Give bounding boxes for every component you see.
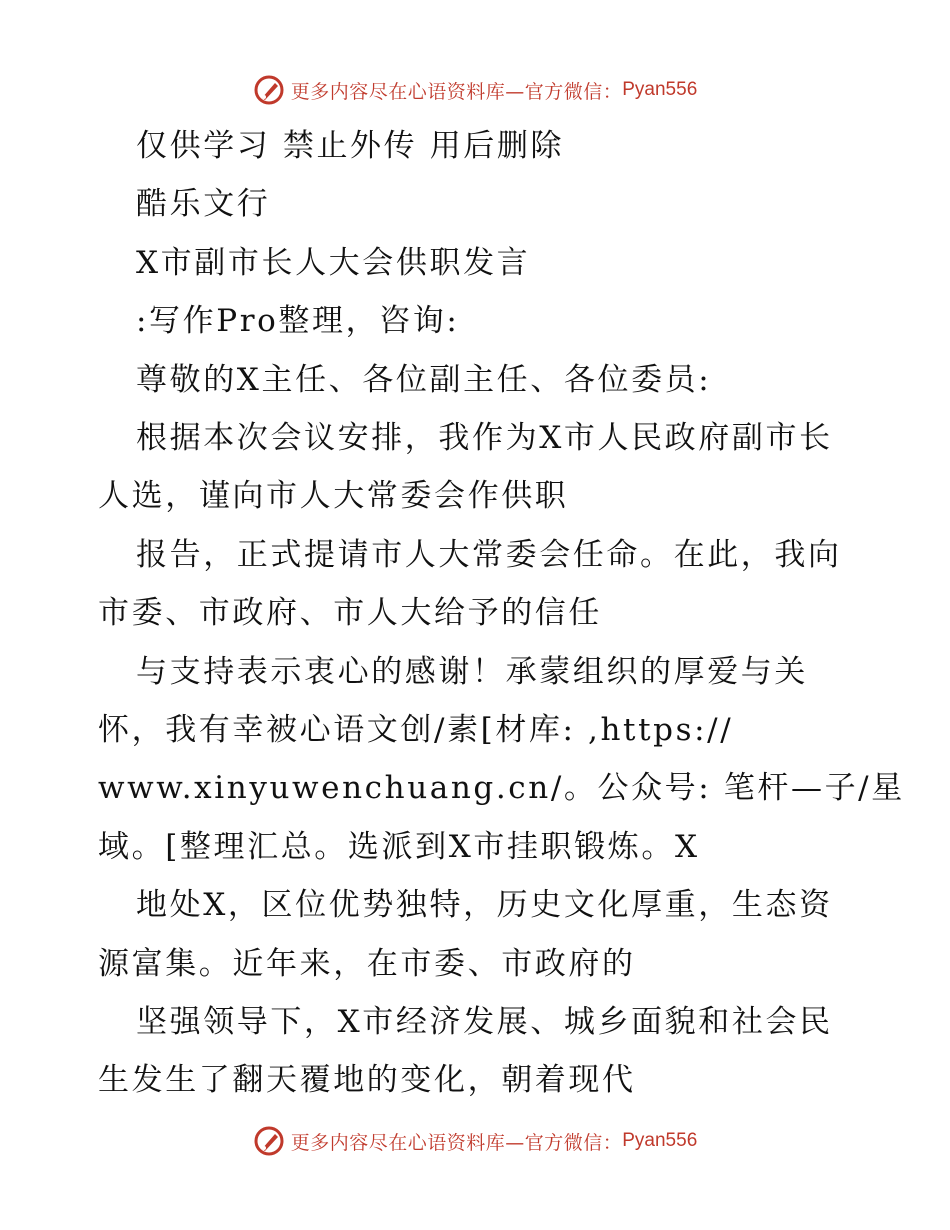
salutation: 尊敬的X主任、各位副主任、各位委员: (136, 362, 712, 398)
pen-logo-icon (253, 1125, 285, 1157)
paragraph-line: 怀，我有幸被心语文创/素[材库: ,https:// (98, 712, 734, 748)
paragraph-line: 市委、市政府、市人大给予的信任 (98, 595, 602, 631)
paragraph-line: 坚强领导下，X市经济发展、城乡面貌和社会民 (136, 1004, 833, 1040)
paragraph-line: 生发生了翻天覆地的变化，朝着现代 (98, 1062, 636, 1098)
document-title: X市副市长人大会供职发言 (136, 245, 531, 281)
notice-line: 仅供学习 禁止外传 用后删除 (136, 128, 565, 164)
watermark-text: 更多内容尽在心语资料库—官方微信： (290, 1131, 623, 1154)
paragraph-line: 地处X，区位优势独特，历史文化厚重，生态资 (136, 887, 833, 923)
watermark-wechat-id: Pyan556 (622, 1130, 698, 1151)
watermark-text: 更多内容尽在心语资料库—官方微信： (290, 80, 623, 103)
paragraph-line: 报告，正式提请市人大常委会任命。在此，我向 (136, 537, 842, 573)
paragraph-line: 人选，谨向市人大常委会作供职 (98, 478, 569, 514)
editor-line: :写作Pro整理，咨询: (136, 303, 460, 339)
paragraph-line: 域。[整理汇总。选派到X市挂职锻炼。X (98, 829, 700, 865)
paragraph-line: 与支持表示衷心的感谢！承蒙组织的厚爱与关 (136, 654, 808, 690)
paragraph-line: www.xinyuwenchuang.cn/。公众号: 笔杆—子/星 (98, 770, 905, 806)
paragraph-line: 源富集。近年来，在市委、市政府的 (98, 946, 636, 982)
publisher-line: 酷乐文行 (136, 186, 271, 222)
pen-logo-icon (253, 74, 285, 106)
paragraph-line: 根据本次会议安排，我作为X市人民政府副市长 (136, 420, 833, 456)
watermark-wechat-id: Pyan556 (622, 79, 698, 100)
header-watermark (0, 70, 950, 110)
footer-watermark (0, 1121, 950, 1161)
